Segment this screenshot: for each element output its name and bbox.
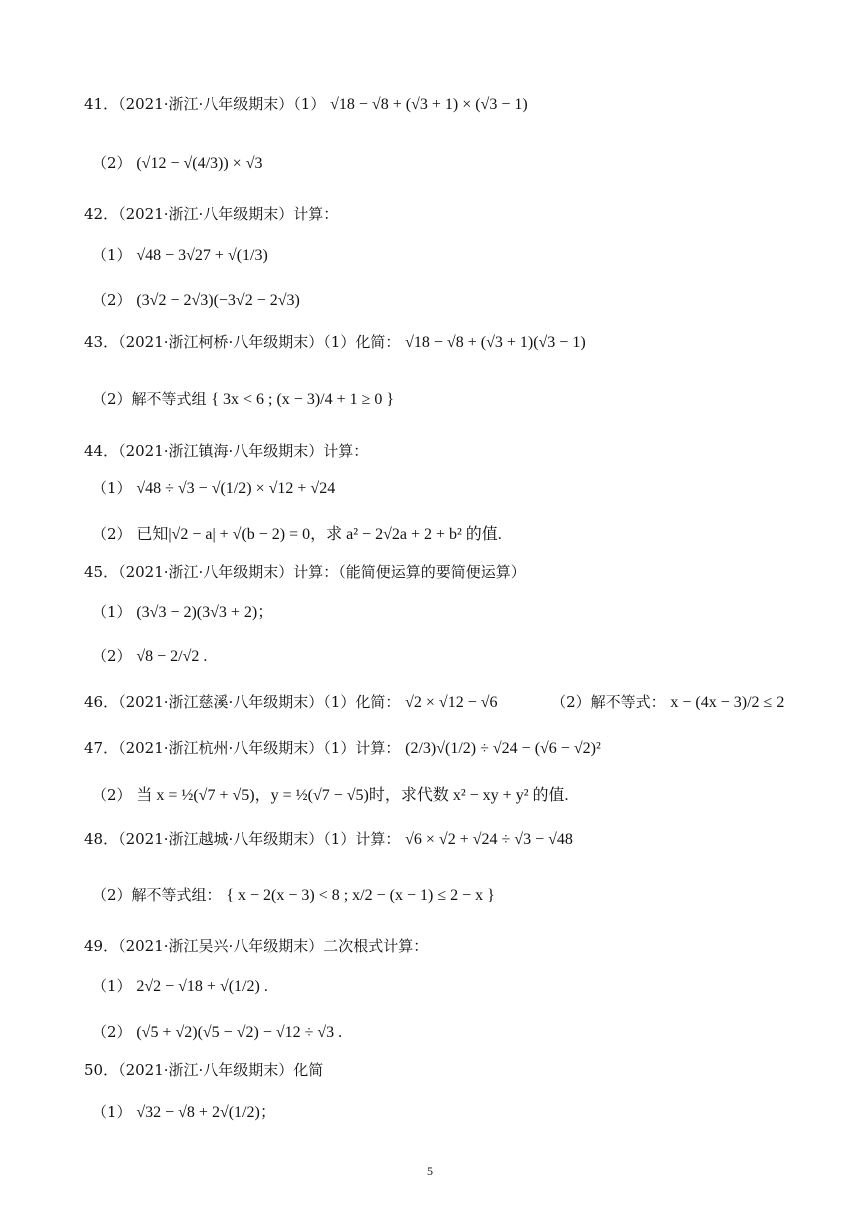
question-42-part-1: [92, 245, 268, 266]
question-44-part-1: [92, 478, 335, 499]
part-expression: (√12 − √(4/3)) × √3: [136, 155, 263, 172]
part-label: （2）: [92, 291, 132, 309]
part-expression: √8 − 2/√2 .: [136, 648, 208, 665]
question-46-part-1-expression: √2 × √12 − √6: [405, 694, 498, 711]
part-label: （2）解不等式组: [92, 390, 207, 408]
question-46-header: 46．（2021·浙江慈溪·八年级期末）（1）化简：: [84, 693, 401, 711]
part-expression: √48 ÷ √3 − √(1/2) × √12 + √24: [136, 480, 336, 497]
question-47-part-1-expression: (2/3)√(1/2) ÷ √24 − (√6 − √2)²: [405, 740, 601, 757]
part-label: （2）解不等式组：: [92, 886, 222, 904]
part-expression: 2√2 − √18 + √(1/2) .: [136, 978, 268, 995]
question-49-part-2: [92, 1022, 342, 1043]
question-46-part-2-expression: x − (4x − 3)/2 ≤ 2: [670, 694, 785, 711]
part-label: （1）: [92, 977, 132, 995]
question-48: [84, 829, 573, 850]
part-label: （1）: [92, 479, 132, 497]
question-50: [84, 1060, 323, 1080]
question-43-header: 43．（2021·浙江柯桥·八年级期末）（1）化简：: [84, 333, 401, 351]
part-label: （1）: [92, 1103, 132, 1121]
question-44-part-2: [92, 524, 502, 545]
part-expression: (3√3 − 2)(3√3 + 2)；: [136, 604, 274, 621]
part-expression: √48 − 3√27 + √(1/3): [136, 247, 268, 264]
question-49-part-1: [92, 976, 268, 997]
question-41-part-2: [92, 153, 262, 174]
part-label: （2）: [92, 154, 132, 172]
question-48-part-2: [92, 885, 495, 906]
part-label: （2）: [92, 786, 132, 804]
question-50-header: 50．（2021·浙江·八年级期末）化简: [84, 1061, 324, 1079]
page-number: 5: [427, 1164, 433, 1178]
question-44-header: 44．（2021·浙江镇海·八年级期末）计算：: [84, 442, 369, 460]
question-45-part-1: [92, 602, 273, 623]
question-41-part-1-expression: √18 − √8 + (√3 + 1) × (√3 − 1): [330, 96, 528, 113]
question-48-part-1-expression: √6 × √2 + √24 ÷ √3 − √48: [405, 831, 573, 848]
question-49-header: 49．（2021·浙江吴兴·八年级期末）二次根式计算：: [84, 937, 429, 955]
question-44: [84, 441, 368, 461]
question-42-header: 42．（2021·浙江·八年级期末）计算：: [84, 205, 339, 223]
part-expression: √32 − √8 + 2√(1/2)；: [136, 1104, 276, 1121]
question-43-part-1-expression: √18 − √8 + (√3 + 1)(√3 − 1): [405, 334, 586, 351]
part-label: （1）: [92, 603, 132, 621]
question-42: [84, 204, 338, 224]
question-43: [84, 332, 586, 353]
question-46: [84, 692, 784, 713]
question-41-header: 41．（2021·浙江·八年级期末）（1）: [84, 95, 326, 113]
part-expression: (√5 + √2)(√5 − √2) − √12 ÷ √3 .: [136, 1024, 343, 1041]
part-label: （1）: [92, 246, 132, 264]
question-45-part-2: [92, 646, 207, 667]
part-expression: 已知|√2 − a| + √(b − 2) = 0，求 a² − 2√2a + 2 + b² 的值.: [136, 526, 502, 543]
question-45: [84, 562, 526, 582]
inequality-system: { x − 2(x − 3) < 8 ; x/2 − (x − 1) ≤ 2 − x }: [226, 887, 495, 904]
question-42-part-2: [92, 290, 300, 311]
part-expression: 当 x = ½(√7 + √5)，y = ½(√7 − √5)时，求代数 x² − xy + y² 的值.: [136, 787, 569, 804]
question-47-header: 47．（2021·浙江杭州·八年级期末）（1）计算：: [84, 739, 401, 757]
question-48-header: 48．（2021·浙江越城·八年级期末）（1）计算：: [84, 830, 401, 848]
question-45-header: 45．（2021·浙江·八年级期末）计算：（能简便运算的要简便运算）: [84, 563, 526, 581]
part-expression: (3√2 − 2√3)(−3√2 − 2√3): [136, 292, 300, 309]
question-46-part-2-label: （2）解不等式：: [551, 693, 666, 711]
inequality-system: { 3x < 6 ; (x − 3)/4 + 1 ≥ 0 }: [211, 391, 395, 408]
question-41: [84, 94, 528, 115]
question-47: [84, 738, 601, 759]
question-50-part-1: [92, 1102, 276, 1123]
question-49: [84, 936, 428, 956]
part-label: （2）: [92, 1023, 132, 1041]
question-43-part-2: [92, 389, 394, 410]
question-47-part-2: [92, 785, 569, 806]
part-label: （2）: [92, 525, 132, 543]
part-label: （2）: [92, 647, 132, 665]
